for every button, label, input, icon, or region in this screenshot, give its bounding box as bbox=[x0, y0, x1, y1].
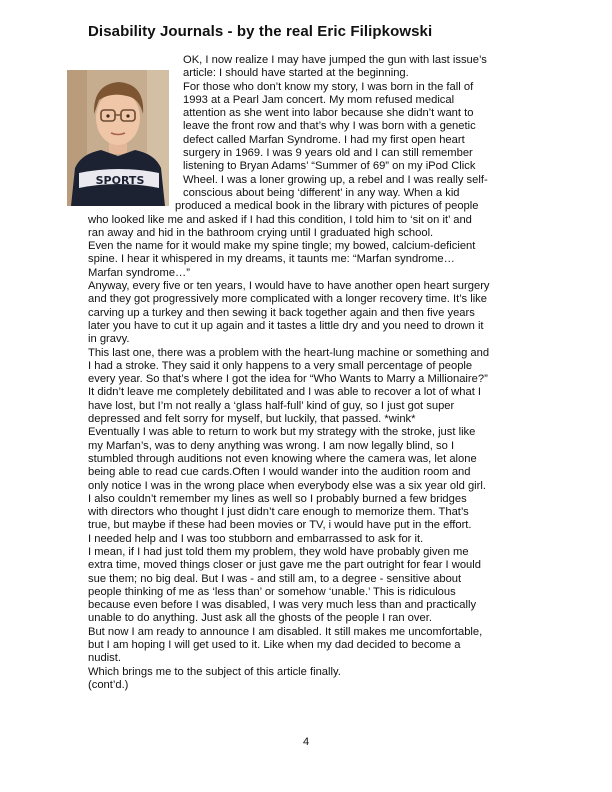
body-line: For those who don’t know my story, I was born in the fall of bbox=[183, 80, 474, 93]
body-line: This last one, there was a problem with the heart-lung machine or something and bbox=[88, 346, 490, 359]
article-title: Disability Journals - by the real Eric Filipkowski bbox=[88, 23, 433, 40]
body-line: spine. I hear it whispered in my dreams, it taunts me: “Marfan syndrome… bbox=[88, 253, 455, 266]
body-line: sue them; no big deal. But I was - and still am, to a degree - sensitive about bbox=[88, 572, 462, 585]
body-line: I had a stroke. They said it only happens to a very small percentage of people bbox=[88, 359, 473, 372]
body-line: people thinking of me as ‘less than’ or somehow ‘unable.’ This is ridiculous bbox=[88, 585, 456, 598]
body-line: nudist. bbox=[88, 652, 121, 665]
body-line: depressed and felt sorry for myself, but luckily, that passed. *wink* bbox=[88, 413, 416, 426]
body-line: unable to do anything. Just ask all the ghosts of the people I ran over. bbox=[88, 612, 432, 625]
body-line: OK, I now realize I may have jumped the gun with last issue’s bbox=[183, 54, 487, 66]
body-line: surgery in 1969. I was 9 years old and I can still remember bbox=[183, 147, 473, 160]
body-line: leave the front row and that’s why I was born with a genetic bbox=[183, 120, 476, 133]
body-line: listening to Bryan Adams’ “Summer of 69” on my iPod Click bbox=[183, 160, 476, 173]
body-line: I needed help and I was too stubborn and embarrassed to ask for it. bbox=[88, 532, 424, 545]
body-line: Even the name for it would make my spine tingle; my bowed, calcium-deficient bbox=[88, 240, 476, 253]
sweater-lettering: SPORTS bbox=[95, 174, 145, 187]
body-line: Wheel. I was a loner growing up, a rebel and I was really self- bbox=[183, 173, 488, 186]
body-line: Eventually I was able to return to work but my strategy with the stroke, just like bbox=[88, 426, 476, 439]
body-line: because even before I was disabled, I was very much less than and practically bbox=[88, 599, 477, 612]
body-line: with directors who thought I just didn’t care enough to memorize them. That’s bbox=[88, 506, 469, 519]
body-line: my Marfan’s, was to deny anything was wrong. I am now legally blind, so I bbox=[88, 439, 455, 452]
article-body bbox=[88, 54, 528, 692]
body-line: Which brings me to the subject of this article finally. bbox=[88, 665, 341, 678]
body-line: attention as she went into labor because she didn’t want to bbox=[183, 107, 474, 120]
body-line: carving up a turkey and then sewing it back together again and then five years bbox=[88, 306, 475, 319]
body-line: But now I am ready to announce I am disabled. It still makes me uncomfortable, bbox=[88, 625, 483, 638]
body-line: I also couldn’t remember my lines as well so I probably burned a few bridges bbox=[88, 492, 467, 505]
body-line: true, but maybe if these had been movies or TV, i would have put in the effort. bbox=[88, 519, 472, 532]
body-line: and they got progressively more complicated with a longer recovery time. It’s like bbox=[88, 293, 487, 306]
body-line: (cont’d.) bbox=[88, 678, 129, 691]
body-line: produced a medical book in the library with pictures of people bbox=[175, 200, 479, 213]
body-line: later you have to cut it up again and it tastes a little dry and you need to drown it bbox=[88, 319, 484, 332]
body-line: who looked like me and asked if I had this condition, I told him to ‘sit on it’ and bbox=[88, 213, 472, 226]
body-line: defect called Marfan Syndrome. I had my first open heart bbox=[183, 133, 465, 146]
body-line: extra time, moved things closer or just gave me the part outright for fear I would bbox=[88, 559, 481, 572]
body-line: in gravy. bbox=[88, 333, 130, 346]
body-line: Marfan syndrome…” bbox=[88, 266, 190, 279]
body-line: stumbled through auditions not even knowing where the camera was, let alone bbox=[88, 452, 477, 465]
body-line: every year. So that’s where I got the idea for “Who Wants to Marry a Millionaire?” bbox=[88, 373, 488, 386]
body-line: conscious about being ‘different’ in any way. When a kid bbox=[183, 186, 460, 199]
page-number: 4 bbox=[302, 736, 310, 748]
body-line: only notice I was in the wrong place when everybody else was a six year old girl. bbox=[88, 479, 486, 492]
body-line: 1993 at a Pearl Jam concert. My mom refused medical bbox=[183, 93, 455, 106]
body-line: but I am hoping I will get used to it. Like when my dad decided to become a bbox=[88, 639, 461, 652]
body-line: article: I should have started at the beginning. bbox=[183, 67, 409, 80]
body-line: have lost, but I’m not really a ‘glass half-full’ kind of guy, so I just got super bbox=[88, 399, 455, 412]
body-line: Anyway, every five or ten years, I would have to have another open heart surgery bbox=[88, 280, 490, 293]
body-line: I mean, if I had just told them my problem, they wold have probably given me bbox=[88, 545, 469, 558]
body-line: being able to read cue cards.Often I would wander into the audition room and bbox=[88, 466, 471, 479]
body-line: It didn’t leave me completely debilitated and I was able to recover a lot of what I bbox=[88, 386, 482, 399]
body-line: ran away and hid in the bathroom crying until I graduated high school. bbox=[88, 226, 434, 239]
